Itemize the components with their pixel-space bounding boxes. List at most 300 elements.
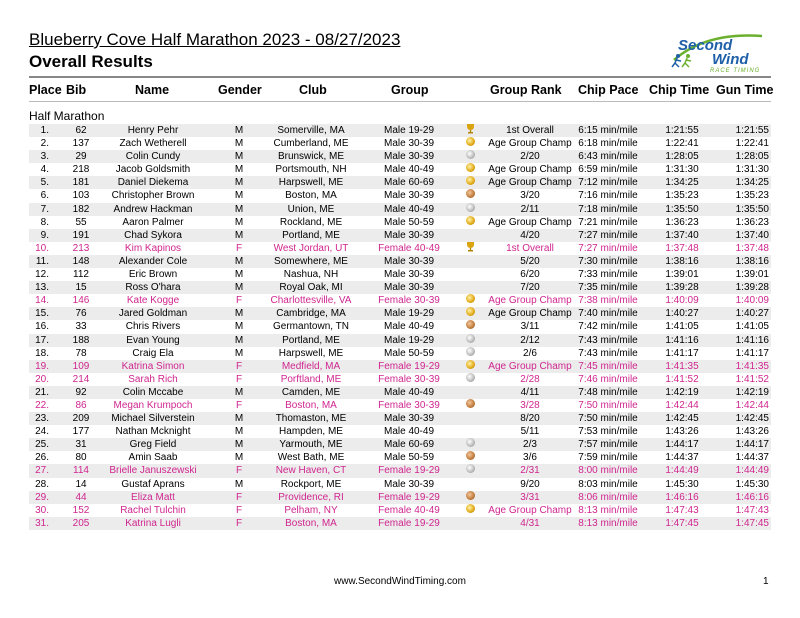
- cell-name: Daniel Diekema: [117, 177, 189, 189]
- cell-group-rank: 1st Overall: [506, 242, 554, 254]
- cell-chip-pace: 7:50 min/mile: [578, 399, 638, 411]
- gold-medal-icon: [466, 163, 475, 172]
- cell-gender: F: [235, 242, 243, 254]
- bronze-medal-icon: [466, 189, 475, 198]
- cell-bib: 181: [72, 177, 90, 189]
- cell-place: 3.: [40, 151, 49, 163]
- cell-chip-pace: 7:12 min/mile: [578, 177, 638, 189]
- cell-name: Greg Field: [129, 439, 177, 451]
- table-row: [29, 124, 771, 137]
- cell-chip-pace: 7:40 min/mile: [578, 308, 638, 320]
- cell-group-rank: 2/28: [520, 373, 540, 385]
- cell-place: 11.: [35, 255, 49, 267]
- silver-medal-icon: [466, 150, 475, 159]
- cell-name: Zach Wetherell: [119, 138, 187, 150]
- section-label: Half Marathon: [29, 109, 105, 123]
- cell-group-rank: 3/28: [520, 399, 540, 411]
- cell-place: 16.: [35, 321, 49, 333]
- cell-chip-pace: 7:21 min/mile: [578, 216, 638, 228]
- cell-group-rank: 4/11: [520, 386, 540, 398]
- cell-gun-time: 1:37:48: [735, 242, 769, 254]
- cell-chip-time: 1:41:35: [665, 360, 699, 372]
- cell-chip-time: 1:47:45: [665, 517, 699, 529]
- cell-group-rank: 2/6: [523, 347, 537, 359]
- cell-gun-time: 1:39:28: [735, 282, 769, 294]
- cell-group: Male 30-39: [383, 269, 435, 281]
- cell-chip-time: 1:22:41: [665, 138, 699, 150]
- cell-bib: 146: [72, 295, 90, 307]
- cell-gender: M: [234, 138, 244, 150]
- gold-medal-icon: [466, 504, 475, 513]
- cell-club: Boston, MA: [285, 190, 337, 202]
- cell-place: 10.: [35, 242, 49, 254]
- cell-gender: M: [234, 203, 244, 215]
- cell-bib: 182: [72, 203, 90, 215]
- cell-club: Cambridge, MA: [276, 308, 346, 320]
- cell-gun-time: 1:37:40: [735, 229, 769, 241]
- cell-group: Male 30-39: [383, 151, 435, 163]
- logo-text-race-timing: RACE TIMING: [710, 68, 761, 74]
- gold-medal-icon: [466, 137, 475, 146]
- table-row: [29, 373, 771, 386]
- cell-club: Camden, ME: [281, 386, 341, 398]
- cell-gun-time: 1:44:49: [735, 465, 769, 477]
- gold-medal-icon: [466, 307, 475, 316]
- cell-chip-time: 1:41:05: [665, 321, 699, 333]
- silver-medal-icon: [466, 373, 475, 382]
- cell-group-rank: 3/31: [520, 491, 540, 503]
- cell-gender: F: [235, 491, 243, 503]
- bronze-medal-icon: [466, 491, 475, 500]
- cell-gun-time: 1:42:45: [735, 413, 769, 425]
- cell-gender: F: [235, 465, 243, 477]
- cell-place: 22.: [35, 399, 49, 411]
- cell-chip-pace: 7:43 min/mile: [578, 347, 638, 359]
- cell-gun-time: 1:40:09: [735, 295, 769, 307]
- page-subtitle: Overall Results: [29, 52, 153, 71]
- cell-chip-time: 1:47:43: [665, 504, 699, 516]
- cell-name: Michael Silverstein: [111, 413, 195, 425]
- cell-group: Male 50-59: [383, 347, 435, 359]
- cell-club: Portland, ME: [282, 229, 340, 241]
- cell-name: Rachel Tulchin: [120, 504, 186, 516]
- table-row: [29, 137, 771, 150]
- cell-club: Union, ME: [287, 203, 335, 215]
- cell-gender: M: [234, 321, 244, 333]
- cell-gender: M: [234, 255, 244, 267]
- cell-chip-time: 1:37:48: [665, 242, 699, 254]
- cell-club: Rockport, ME: [280, 478, 342, 490]
- cell-club: Portland, ME: [282, 334, 340, 346]
- table-row: [29, 334, 771, 347]
- cell-club: Germantown, TN: [273, 321, 349, 333]
- cell-club: Boston, MA: [285, 517, 337, 529]
- cell-chip-time: 1:35:50: [665, 203, 699, 215]
- cell-group-rank: 7/20: [520, 282, 540, 294]
- cell-club: Harpswell, ME: [278, 347, 344, 359]
- cell-group: Male 30-39: [383, 413, 435, 425]
- cell-place: 7.: [40, 203, 49, 215]
- cell-gun-time: 1:41:17: [735, 347, 769, 359]
- table-row: [29, 412, 771, 425]
- gold-medal-icon: [466, 216, 475, 225]
- cell-place: 19.: [35, 360, 49, 372]
- cell-gender: M: [234, 282, 244, 294]
- cell-group-rank: 6/20: [520, 269, 540, 281]
- cell-name: Henry Pehr: [127, 125, 179, 136]
- cell-gun-time: 1:40:27: [735, 308, 769, 320]
- table-row: [29, 150, 771, 163]
- cell-group-rank: 2/12: [520, 334, 540, 346]
- silver-medal-icon: [466, 203, 475, 212]
- cell-chip-pace: 7:50 min/mile: [578, 413, 638, 425]
- gold-medal-icon: [466, 176, 475, 185]
- cell-gender: M: [234, 190, 244, 202]
- cell-bib: 86: [75, 399, 87, 411]
- cell-gun-time: 1:42:44: [735, 399, 769, 411]
- cell-chip-time: 1:31:30: [665, 164, 699, 176]
- table-row: [29, 242, 771, 255]
- cell-chip-pace: 7:43 min/mile: [578, 334, 638, 346]
- cell-club: Porftland, ME: [280, 373, 342, 385]
- cell-group-rank: 4/31: [520, 517, 540, 529]
- cell-name: Ross O'hara: [125, 282, 181, 294]
- table-row: [29, 203, 771, 216]
- cell-gun-time: 1:35:23: [735, 190, 769, 202]
- cell-group-rank: 2/3: [523, 439, 537, 451]
- cell-gender: M: [234, 426, 244, 438]
- cell-place: 30.: [35, 504, 49, 516]
- table-row: [29, 425, 771, 438]
- cell-name: Eliza Matt: [131, 491, 175, 503]
- cell-gun-time: 1:45:30: [735, 478, 769, 490]
- cell-club: Providence, RI: [278, 491, 344, 503]
- cell-gender: M: [234, 177, 244, 189]
- cell-chip-time: 1:42:45: [665, 413, 699, 425]
- cell-bib: 213: [72, 242, 90, 254]
- table-row: [29, 163, 771, 176]
- cell-chip-pace: 7:27 min/mile: [578, 242, 638, 254]
- cell-chip-pace: 8:00 min/mile: [578, 465, 638, 477]
- cell-name: Brielle Januszewski: [109, 465, 197, 477]
- cell-chip-pace: 7:48 min/mile: [578, 386, 638, 398]
- cell-group-rank: Age Group Champ: [488, 138, 572, 150]
- cell-bib: 152: [72, 504, 90, 516]
- cell-gun-time: 1:21:55: [735, 125, 769, 136]
- cell-place: 9.: [40, 229, 49, 241]
- cell-gender: M: [234, 386, 244, 398]
- cell-chip-time: 1:41:17: [665, 347, 699, 359]
- cell-chip-pace: 7:46 min/mile: [578, 373, 638, 385]
- cell-place: 6.: [40, 190, 49, 202]
- col-header-chip-time: Chip Time: [649, 83, 710, 97]
- cell-chip-pace: 7:27 min/mile: [578, 229, 638, 241]
- cell-group: Male 50-59: [383, 452, 435, 464]
- cell-chip-time: 1:39:28: [665, 282, 699, 294]
- cell-chip-pace: 8:03 min/mile: [578, 478, 638, 490]
- cell-gun-time: 1:41:35: [735, 360, 769, 372]
- cell-group: Male 19-29: [383, 125, 435, 136]
- cell-gender: M: [234, 478, 244, 490]
- cell-group-rank: Age Group Champ: [488, 504, 572, 516]
- cell-bib: 92: [75, 386, 87, 398]
- col-header-place: Place: [29, 83, 62, 97]
- cell-group: Female 40-49: [378, 242, 440, 254]
- cell-chip-pace: 6:18 min/mile: [578, 138, 638, 150]
- cell-chip-pace: 7:16 min/mile: [578, 190, 638, 202]
- cell-bib: 137: [72, 138, 90, 150]
- cell-place: 14.: [35, 295, 49, 307]
- cell-group: Male 60-69: [383, 439, 435, 451]
- cell-name: Christopher Brown: [111, 190, 195, 202]
- cell-bib: 103: [72, 190, 90, 202]
- cell-chip-time: 1:39:01: [665, 269, 699, 281]
- table-row: [29, 464, 771, 477]
- cell-gun-time: 1:41:52: [735, 373, 769, 385]
- cell-chip-time: 1:42:44: [665, 399, 699, 411]
- cell-chip-pace: 8:13 min/mile: [578, 504, 638, 516]
- cell-group: Female 30-39: [378, 399, 440, 411]
- cell-chip-time: 1:45:30: [665, 478, 699, 490]
- cell-club: Medfield, MA: [281, 360, 341, 372]
- cell-group: Female 19-29: [378, 360, 440, 372]
- cell-group: Male 40-49: [383, 386, 435, 398]
- cell-bib: 31: [75, 439, 87, 451]
- cell-place: 26.: [35, 452, 49, 464]
- cell-gender: M: [234, 452, 244, 464]
- cell-gender: F: [235, 517, 243, 529]
- cell-group: Male 40-49: [383, 164, 435, 176]
- second-wind-logo: [666, 30, 778, 74]
- cell-name: Eric Brown: [128, 269, 178, 281]
- cell-place: 27.: [35, 465, 49, 477]
- cell-chip-time: 1:28:05: [665, 151, 699, 163]
- cell-chip-pace: 7:42 min/mile: [578, 321, 638, 333]
- cell-gender: M: [234, 269, 244, 281]
- cell-gun-time: 1:47:43: [735, 504, 769, 516]
- cell-bib: 209: [72, 413, 90, 425]
- cell-club: Thomaston, ME: [275, 413, 347, 425]
- cell-gun-time: 1:41:16: [735, 334, 769, 346]
- cell-group: Male 50-59: [383, 216, 435, 228]
- cell-group-rank: 8/20: [520, 413, 540, 425]
- table-row: [29, 517, 771, 530]
- table-row: [29, 438, 771, 451]
- cell-club: Somerville, MA: [277, 125, 345, 136]
- cell-name: Katrina Simon: [121, 360, 185, 372]
- cell-chip-pace: 7:38 min/mile: [578, 295, 638, 307]
- cell-place: 13.: [35, 282, 49, 294]
- cell-chip-time: 1:44:49: [665, 465, 699, 477]
- cell-place: 18.: [35, 347, 49, 359]
- cell-club: Harpswell, ME: [278, 177, 344, 189]
- cell-name: Sarah Rich: [128, 373, 178, 385]
- cell-group-rank: 5/20: [520, 255, 540, 267]
- cell-gun-time: 1:41:05: [735, 321, 769, 333]
- table-row: [29, 360, 771, 373]
- cell-club: Somewhere, ME: [274, 255, 348, 267]
- cell-group: Male 19-29: [383, 334, 435, 346]
- cell-group-rank: 1st Overall: [506, 125, 554, 136]
- cell-club: Charlottesville, VA: [270, 295, 352, 307]
- cell-group-rank: Age Group Champ: [488, 177, 572, 189]
- silver-medal-icon: [466, 464, 475, 473]
- cell-gender: M: [234, 334, 244, 346]
- cell-bib: 214: [72, 373, 90, 385]
- cell-bib: 15: [75, 282, 87, 294]
- cell-place: 1.: [40, 125, 49, 136]
- table-row: [29, 307, 771, 320]
- cell-name: Kate Kogge: [126, 295, 180, 307]
- cell-name: Craig Ela: [132, 347, 174, 359]
- cell-chip-pace: 7:53 min/mile: [578, 426, 638, 438]
- cell-bib: 33: [75, 321, 87, 333]
- cell-chip-time: 1:35:23: [665, 190, 699, 202]
- cell-bib: 44: [75, 491, 87, 503]
- cell-chip-time: 1:46:16: [665, 491, 699, 503]
- table-row: [29, 491, 771, 504]
- cell-gender: M: [234, 151, 244, 163]
- cell-group: Male 40-49: [383, 426, 435, 438]
- cell-club: Hampden, ME: [279, 426, 343, 438]
- page-title: Blueberry Cove Half Marathon 2023 - 08/27/2023: [29, 30, 401, 49]
- table-row: [29, 268, 771, 281]
- cell-chip-pace: 6:15 min/mile: [578, 125, 638, 136]
- cell-chip-time: 1:40:27: [665, 308, 699, 320]
- cell-chip-time: 1:34:25: [665, 177, 699, 189]
- cell-gun-time: 1:31:30: [735, 164, 769, 176]
- cell-place: 12.: [35, 269, 49, 281]
- cell-chip-pace: 7:18 min/mile: [578, 203, 638, 215]
- cell-group-rank: Age Group Champ: [488, 164, 572, 176]
- logo-text-wind: Wind: [712, 51, 749, 68]
- cell-bib: 76: [75, 308, 87, 320]
- cell-place: 2.: [40, 138, 49, 150]
- cell-chip-time: 1:42:19: [665, 386, 699, 398]
- cell-bib: 205: [72, 517, 90, 529]
- cell-place: 17.: [35, 334, 49, 346]
- header-divider: [29, 76, 771, 78]
- cell-club: West Jordan, UT: [273, 242, 349, 254]
- table-row: [29, 229, 771, 242]
- cell-place: 23.: [35, 413, 49, 425]
- cell-club: Cumberland, ME: [273, 138, 349, 150]
- cell-name: Chad Sykora: [124, 229, 182, 241]
- cell-group: Male 60-69: [383, 177, 435, 189]
- table-row: [29, 478, 771, 491]
- cell-place: 4.: [40, 164, 49, 176]
- gold-medal-icon: [466, 294, 475, 303]
- cell-chip-time: 1:44:37: [665, 452, 699, 464]
- cell-group: Male 30-39: [383, 282, 435, 294]
- cell-gender: M: [234, 216, 244, 228]
- cell-gun-time: 1:42:19: [735, 386, 769, 398]
- cell-gender: M: [234, 439, 244, 451]
- cell-gun-time: 1:44:37: [735, 452, 769, 464]
- cell-place: 31.: [35, 517, 49, 529]
- cell-group-rank: Age Group Champ: [488, 360, 572, 372]
- cell-name: Aaron Palmer: [122, 216, 184, 228]
- cell-bib: 191: [72, 229, 90, 241]
- cell-gender: M: [234, 164, 244, 176]
- cell-name: Kim Kapinos: [124, 242, 182, 254]
- cell-name: Gustaf Aprans: [121, 478, 185, 490]
- bronze-medal-icon: [466, 399, 475, 408]
- cell-group-rank: 9/20: [520, 478, 540, 490]
- logo-text-second: Second: [678, 37, 733, 54]
- cell-group-rank: Age Group Champ: [488, 216, 572, 228]
- table-row: [29, 399, 771, 412]
- cell-group-rank: 2/31: [520, 465, 540, 477]
- gold-medal-icon: [466, 360, 475, 369]
- cell-club: Pelham, NY: [284, 504, 338, 516]
- cell-place: 28.: [35, 478, 49, 490]
- cell-place: 29.: [35, 491, 49, 503]
- cell-group-rank: Age Group Champ: [488, 308, 572, 320]
- cell-gender: M: [234, 125, 244, 136]
- cell-name: Andrew Hackman: [113, 203, 193, 215]
- cell-gender: F: [235, 504, 243, 516]
- cell-group-rank: 5/11: [520, 426, 540, 438]
- cell-chip-pace: 8:06 min/mile: [578, 491, 638, 503]
- cell-group: Male 19-29: [383, 308, 435, 320]
- cell-bib: 62: [75, 125, 87, 136]
- cell-group-rank: 4/20: [520, 229, 540, 241]
- cell-gun-time: 1:39:01: [735, 269, 769, 281]
- cell-group: Male 30-39: [383, 190, 435, 202]
- cell-group-rank: Age Group Champ: [488, 295, 572, 307]
- cell-group: Female 19-29: [378, 517, 440, 529]
- cell-name: Megan Krumpoch: [113, 399, 193, 411]
- col-header-club: Club: [299, 83, 327, 97]
- cell-group: Male 30-39: [383, 255, 435, 267]
- cell-gender: F: [235, 373, 243, 385]
- footer-url: www.SecondWindTiming.com: [334, 576, 466, 587]
- silver-medal-icon: [466, 334, 475, 343]
- silver-medal-icon: [466, 438, 475, 447]
- cell-gun-time: 1:47:45: [735, 517, 769, 529]
- cell-place: 15.: [35, 308, 49, 320]
- table-row: [29, 216, 771, 229]
- col-header-group: Group: [391, 83, 429, 97]
- cell-club: West Bath, ME: [277, 452, 345, 464]
- cell-chip-time: 1:44:17: [665, 439, 699, 451]
- cell-name: Chris Rivers: [125, 321, 181, 333]
- col-header-gender: Gender: [218, 83, 262, 97]
- cell-gun-time: 1:34:25: [735, 177, 769, 189]
- cell-chip-pace: 7:35 min/mile: [578, 282, 638, 294]
- cell-club: New Haven, CT: [275, 465, 347, 477]
- table-row: [29, 294, 771, 307]
- cell-group: Female 30-39: [378, 295, 440, 307]
- table-row: [29, 386, 771, 399]
- cell-chip-time: 1:37:40: [665, 229, 699, 241]
- cell-group-rank: 3/11: [520, 321, 540, 333]
- col-header-name: Name: [135, 83, 170, 97]
- cell-name: Amin Saab: [128, 452, 178, 464]
- columns-divider: [29, 101, 771, 102]
- table-row: [29, 281, 771, 294]
- cell-chip-time: 1:21:55: [665, 125, 699, 136]
- cell-bib: 148: [72, 255, 90, 267]
- cell-club: Portsmouth, NH: [275, 164, 347, 176]
- cell-chip-pace: 7:45 min/mile: [578, 360, 638, 372]
- cell-group-rank: 2/20: [520, 151, 540, 163]
- cell-group-rank: 3/6: [523, 452, 537, 464]
- cell-chip-time: 1:40:09: [665, 295, 699, 307]
- cell-group: Male 40-49: [383, 203, 435, 215]
- cell-chip-pace: 7:33 min/mile: [578, 269, 638, 281]
